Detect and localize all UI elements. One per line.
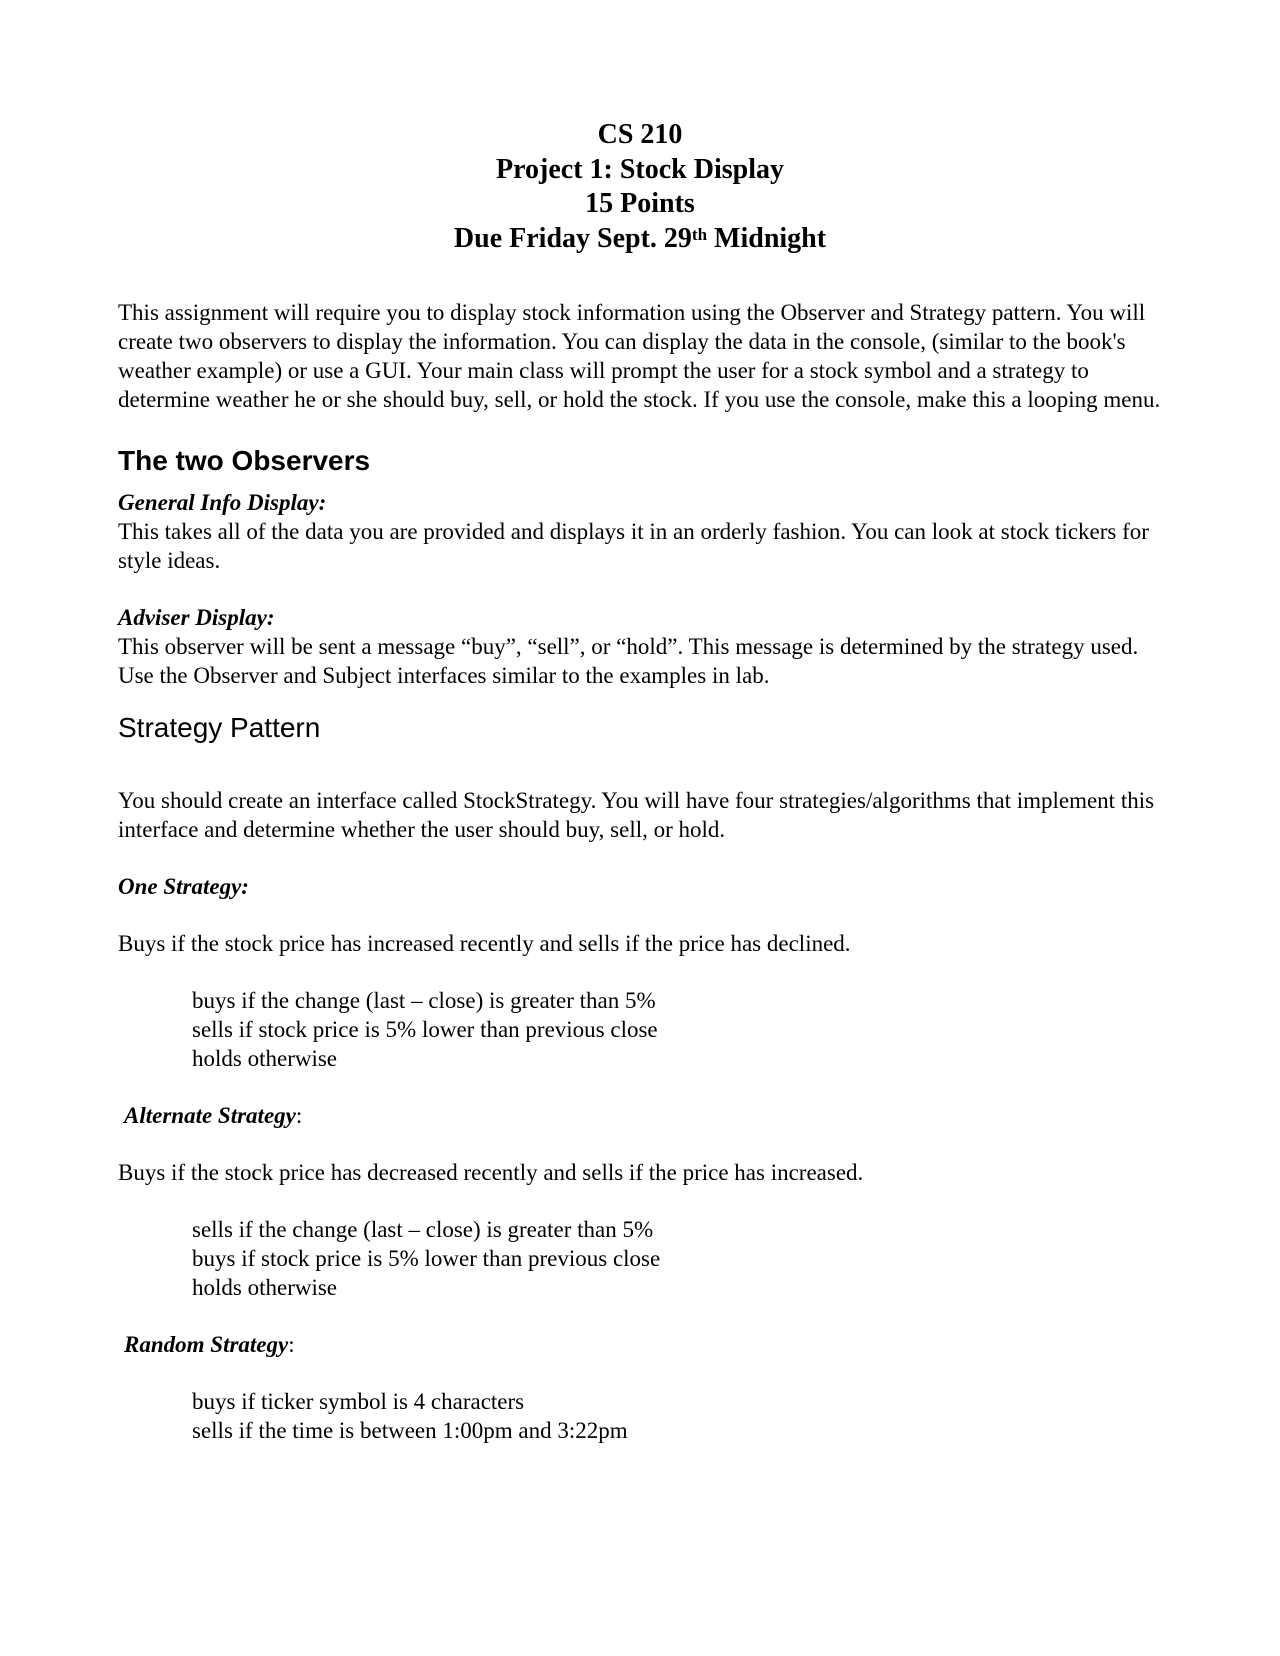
due-date-title bbox=[0, 222, 1280, 257]
spacer bbox=[118, 1130, 1178, 1158]
spacer bbox=[118, 1073, 1178, 1101]
spacer bbox=[118, 1359, 1178, 1387]
adviser-text: This observer will be sent a message “buy”, “sell”, or “hold”. This message is determined by the strategy used. bbox=[118, 634, 1139, 659]
rule-line: sells if the change (last – close) is greater than 5% bbox=[192, 1217, 654, 1242]
rule-line: sells if stock price is 5% lower than previous close bbox=[192, 1017, 658, 1042]
strategy-heading: Strategy Pattern bbox=[118, 712, 321, 743]
intro-paragraph: This assignment will require you to display stock information using the Observer and Strategy pattern. You will create two observers to display the information. You can display the data in the console, (similar to the book's weather example) or use a GUI. Your main class will prompt the user for a stock symbol and a strategy to determine weather he or she should buy, sell, or hold the stock. If you use the console, make this a looping menu. bbox=[118, 300, 1161, 412]
rule-line: buys if ticker symbol is 4 characters bbox=[192, 1389, 525, 1414]
random-strategy-name: Random Strategy bbox=[124, 1332, 289, 1357]
alternate-strategy-name: Alternate Strategy bbox=[124, 1103, 296, 1128]
general-info-text: This takes all of the data you are provided and displays it in an orderly fashion. You can look at stock tickers for style ideas. bbox=[118, 519, 1149, 573]
adviser-interfaces-text: Use the Observer and Subject interfaces similar to the examples in lab. bbox=[118, 663, 770, 688]
one-strategy-desc: Buys if the stock price has increased recently and sells if the price has declined. bbox=[118, 931, 851, 956]
strategy-intro: You should create an interface called StockStrategy. You will have four strategies/algorithms that implement this interface and determine whether the user should buy, sell, or hold. bbox=[118, 788, 1155, 842]
due-date-superscript: th bbox=[691, 224, 708, 244]
adviser-label: Adviser Display: bbox=[118, 605, 275, 630]
spacer bbox=[118, 575, 1178, 603]
title-block bbox=[0, 118, 1280, 256]
spacer bbox=[118, 1187, 1178, 1215]
due-date-suffix: Midnight bbox=[707, 222, 827, 254]
due-date-text: Due Friday Sept. 29 bbox=[453, 222, 692, 254]
alternate-strategy-rules bbox=[118, 1215, 1178, 1302]
observers-heading: The two Observers bbox=[118, 445, 371, 476]
rule-line: holds otherwise bbox=[192, 1275, 338, 1300]
document-body bbox=[118, 298, 1178, 1445]
points-title: 15 Points bbox=[585, 188, 695, 219]
spacer bbox=[118, 958, 1178, 986]
one-strategy-label: One Strategy: bbox=[118, 874, 249, 899]
random-strategy-label bbox=[118, 1330, 1178, 1359]
rule-line: holds otherwise bbox=[192, 1046, 338, 1071]
spacer bbox=[118, 901, 1178, 929]
label-colon: : bbox=[295, 1103, 303, 1128]
alternate-strategy-desc: Buys if the stock price has decreased recently and sells if the price has increased. bbox=[118, 1160, 864, 1185]
spacer bbox=[118, 844, 1178, 872]
rule-line: buys if the change (last – close) is greater than 5% bbox=[192, 988, 656, 1013]
alternate-strategy-label bbox=[118, 1101, 1178, 1130]
label-colon: : bbox=[288, 1332, 295, 1357]
one-strategy-rules bbox=[118, 986, 1178, 1073]
rule-line: buys if stock price is 5% lower than previous close bbox=[192, 1246, 661, 1271]
spacer bbox=[118, 1302, 1178, 1330]
course-title: CS 210 bbox=[597, 119, 683, 150]
random-strategy-rules bbox=[118, 1387, 1178, 1445]
project-title: Project 1: Stock Display bbox=[496, 153, 784, 185]
rule-line: sells if the time is between 1:00pm and 3:22pm bbox=[192, 1418, 628, 1443]
general-info-label: General Info Display: bbox=[118, 490, 327, 515]
